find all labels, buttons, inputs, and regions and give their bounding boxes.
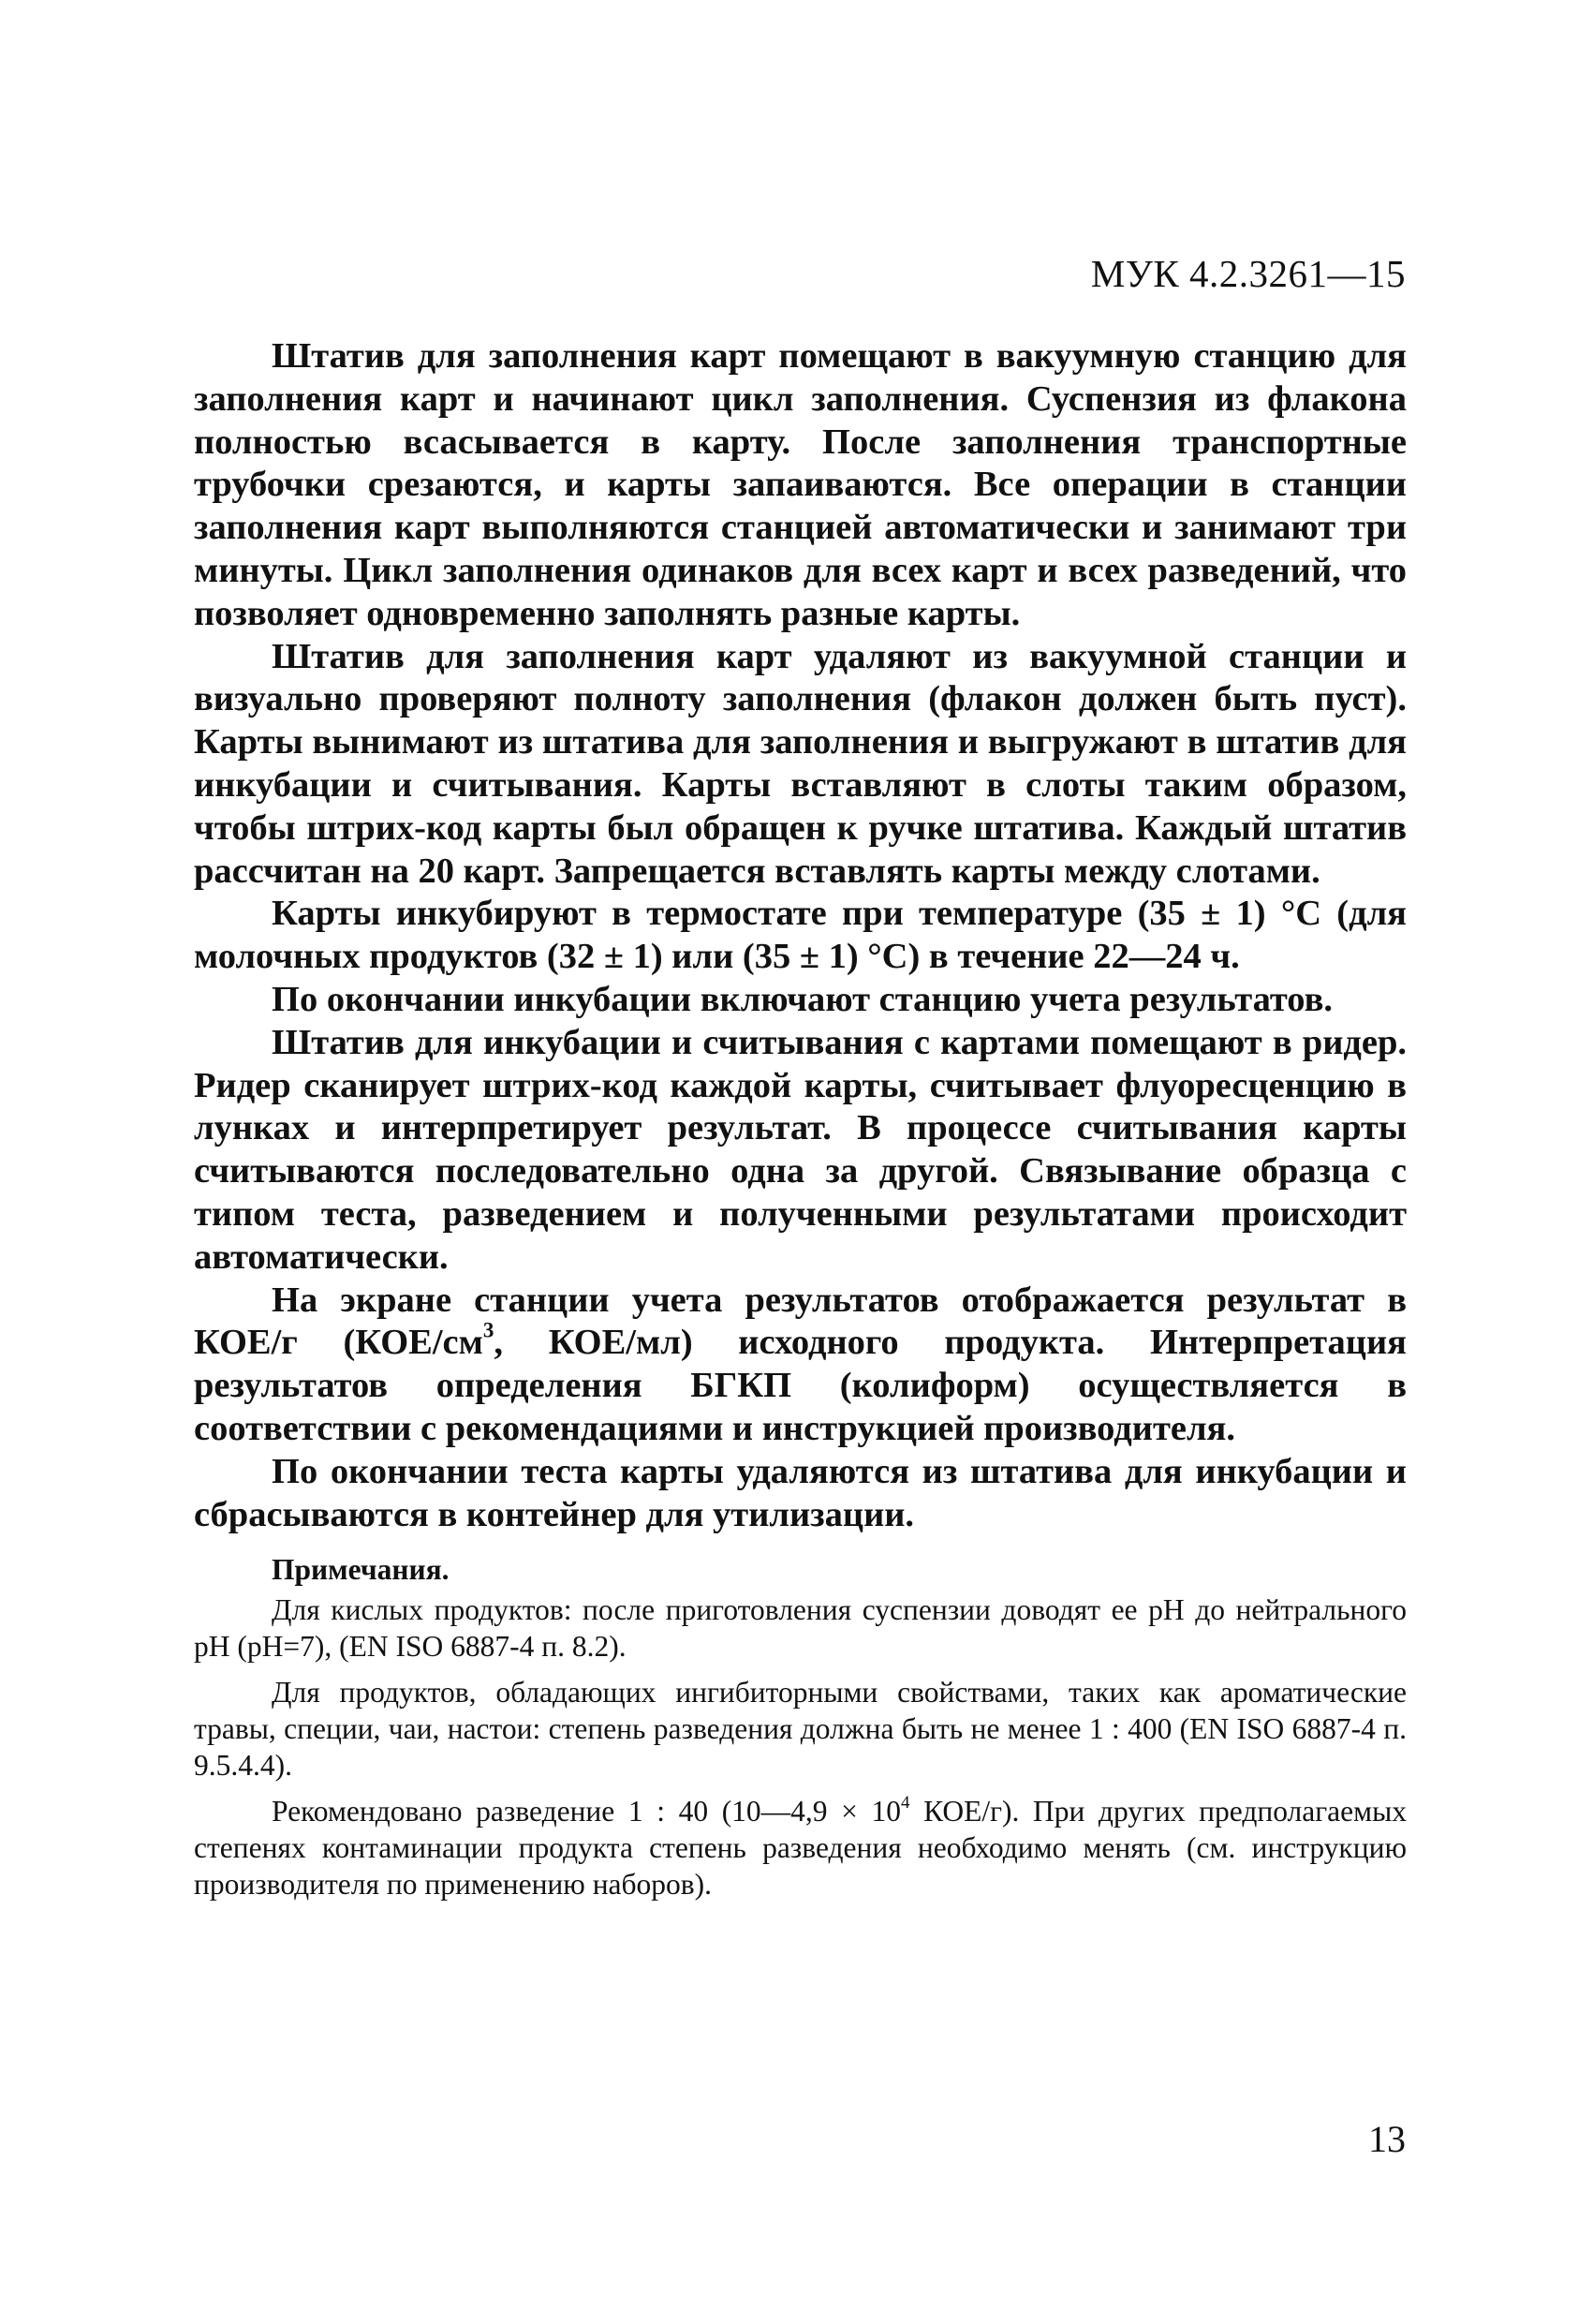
note-text: КОЕ/г). При других предполагаемых степенях контаминации продукта степень разведения необходимо менять (см. инструкцию производителя по применению наборов).: [194, 1795, 1407, 1902]
note-item-dilution: [194, 1793, 1407, 1902]
paragraph: Карты инкубируют в термостате при температуре (35 ± 1) °С (для молочных продуктов (32 ± 1) или (35 ± 1) °С) в течение 22—24 ч.: [194, 894, 1407, 977]
note-item: Для продуктов, обладающих ингибиторными свойствами, таких как ароматические травы, специи, чаи, настои: степень разведения должна быть не менее 1 : 400 (EN ISO 6887-4 п. 9.5.4.4).: [194, 1676, 1407, 1783]
notes-title: Примечания.: [272, 1553, 450, 1587]
paragraph: Штатив для заполнения карт удаляют из вакуумной станции и визуально проверяют полноту заполнения (флакон должен быть пуст). Карты вынимают из штатива для заполнения и выгружают в штатив для инкубации и считывания. Карты вставляют в слоты таким образом, чтобы штрих-код карты был обращен к ручке штатива. Каждый штатив рассчитан на 20 карт. Запрещается вставлять карты между слотами.: [194, 636, 1407, 891]
note-item: Для кислых продуктов: после приготовления суспензии доводят ее pH до нейтрального pH (pH=7), (EN ISO 6887-4 п. 8.2).: [194, 1593, 1407, 1664]
paragraph: По окончании теста карты удаляются из штатива для инкубации и сбрасываются в контейнер для утилизации.: [194, 1451, 1407, 1534]
paragraph: Штатив для заполнения карт помещают в вакуумную станцию для заполнения карт и начинают цикл заполнения. Суспензия из флакона полностью всасывается в карту. После заполнения транспортные трубочки срезаются, и карты запаиваются. Все операции в станции заполнения карт выполняются станцией автоматически и занимают три минуты. Цикл заполнения одинаков для всех карт и всех разведений, что позволяет одновременно заполнять разные карты.: [194, 336, 1407, 633]
superscript: 4: [901, 1793, 910, 1813]
superscript: 3: [482, 1318, 494, 1343]
body-text: [194, 335, 1407, 1902]
paragraph-text: , КОЕ/мл) исходного продукта. Интерпретация результатов определения БГКП (колиформ) осуществляется в соответствии с рекомендациями и инструкцией производителя.: [194, 1323, 1407, 1448]
document-code: МУК 4.2.3261—15: [1090, 252, 1406, 295]
paragraph-text: На экране станции учета результатов отображается результат в КОЕ/г (КОЕ/см: [194, 1280, 1407, 1363]
paragraph: Штатив для инкубации и считывания с картами помещают в ридер. Ридер сканирует штрих-код каждой карты, считывает флуоресценцию в лунках и интерпретирует результат. В процессе считывания карты считываются последовательно одна за другой. Связывание образца с типом теста, разведением и полученными результатами происходит автоматически.: [194, 1022, 1407, 1277]
note-text: Рекомендовано разведение 1 : 40 (10—4,9 × 10: [272, 1795, 902, 1828]
paragraph: По окончании инкубации включают станцию учета результатов.: [272, 979, 1333, 1019]
page-number: 13: [1368, 2118, 1406, 2160]
paragraph-results-display: [194, 1280, 1407, 1451]
notes-section: [194, 1551, 1407, 1902]
